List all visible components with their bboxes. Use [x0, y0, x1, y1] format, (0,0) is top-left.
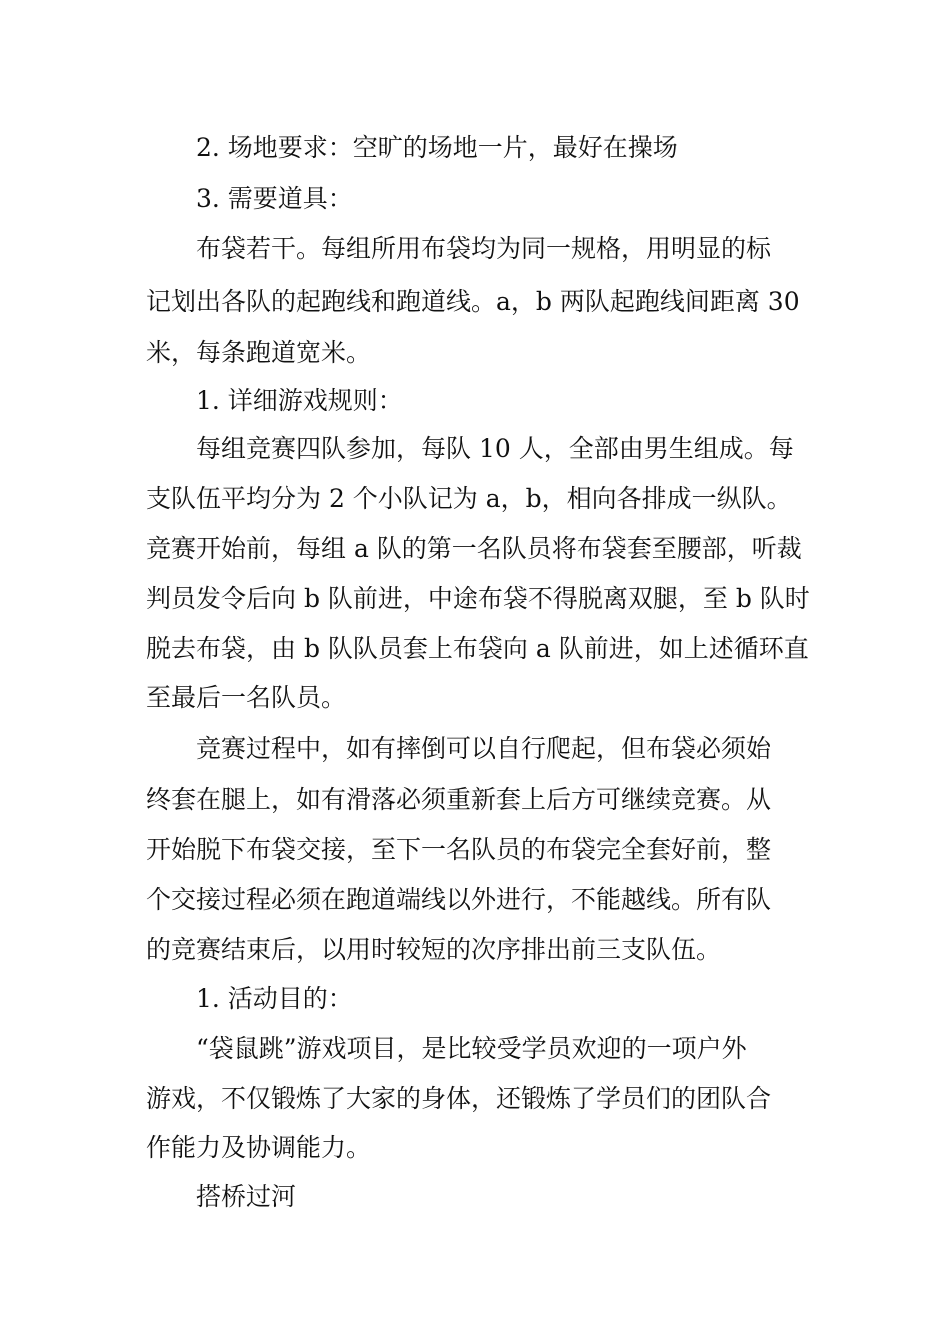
rules-detail-line: 至最后一名队员。 [146, 683, 347, 712]
props-detail-line: 记划出各队的起跑线和跑道线。a，b 两队起跑线间距离 30 [146, 287, 800, 316]
purpose-heading: 1. 活动目的： [196, 984, 353, 1013]
purpose-detail-line: 作能力及协调能力。 [146, 1133, 372, 1162]
props-detail-line: 米，每条跑道宽米。 [146, 338, 372, 367]
rules-detail-line: 竞赛开始前，每组 a 队的第一名队员将布袋套至腰部，听裁 [146, 534, 802, 563]
rules-process-line: 终套在腿上，如有滑落必须重新套上后方可继续竞赛。从 [146, 785, 772, 814]
rules-process-line: 个交接过程必须在跑道端线以外进行，不能越线。所有队 [146, 885, 772, 914]
rules-process-line: 的竞赛结束后，以用时较短的次序排出前三支队伍。 [146, 935, 722, 964]
purpose-detail-line: “袋鼠跳”游戏项目，是比较受学员欢迎的一项户外 [196, 1034, 747, 1063]
props-heading: 3. 需要道具： [196, 184, 353, 213]
rules-process-line: 开始脱下布袋交接，至下一名队员的布袋完全套好前，整 [146, 835, 772, 864]
purpose-detail-line: 游戏，不仅锻炼了大家的身体，还锻炼了学员们的团队合 [146, 1084, 772, 1113]
rules-detail-line: 脱去布袋，由 b 队队员套上布袋向 a 队前进，如上述循环直 [146, 634, 809, 663]
venue-requirement-line: 2. 场地要求：空旷的场地一片，最好在操场 [196, 133, 678, 162]
rules-heading: 1. 详细游戏规则： [196, 386, 403, 415]
next-game-title: 搭桥过河 [196, 1182, 297, 1211]
rules-detail-line: 每组竞赛四队参加，每队 10 人，全部由男生组成。每 [196, 434, 794, 463]
rules-detail-line: 判员发令后向 b 队前进，中途布袋不得脱离双腿，至 b 队时 [146, 584, 810, 613]
props-detail-line: 布袋若干。每组所用布袋均为同一规格，用明显的标 [196, 234, 772, 263]
rules-detail-line: 支队伍平均分为 2 个小队记为 a，b，相向各排成一纵队。 [146, 484, 792, 513]
rules-process-line: 竞赛过程中，如有摔倒可以自行爬起，但布袋必须始 [196, 734, 772, 763]
